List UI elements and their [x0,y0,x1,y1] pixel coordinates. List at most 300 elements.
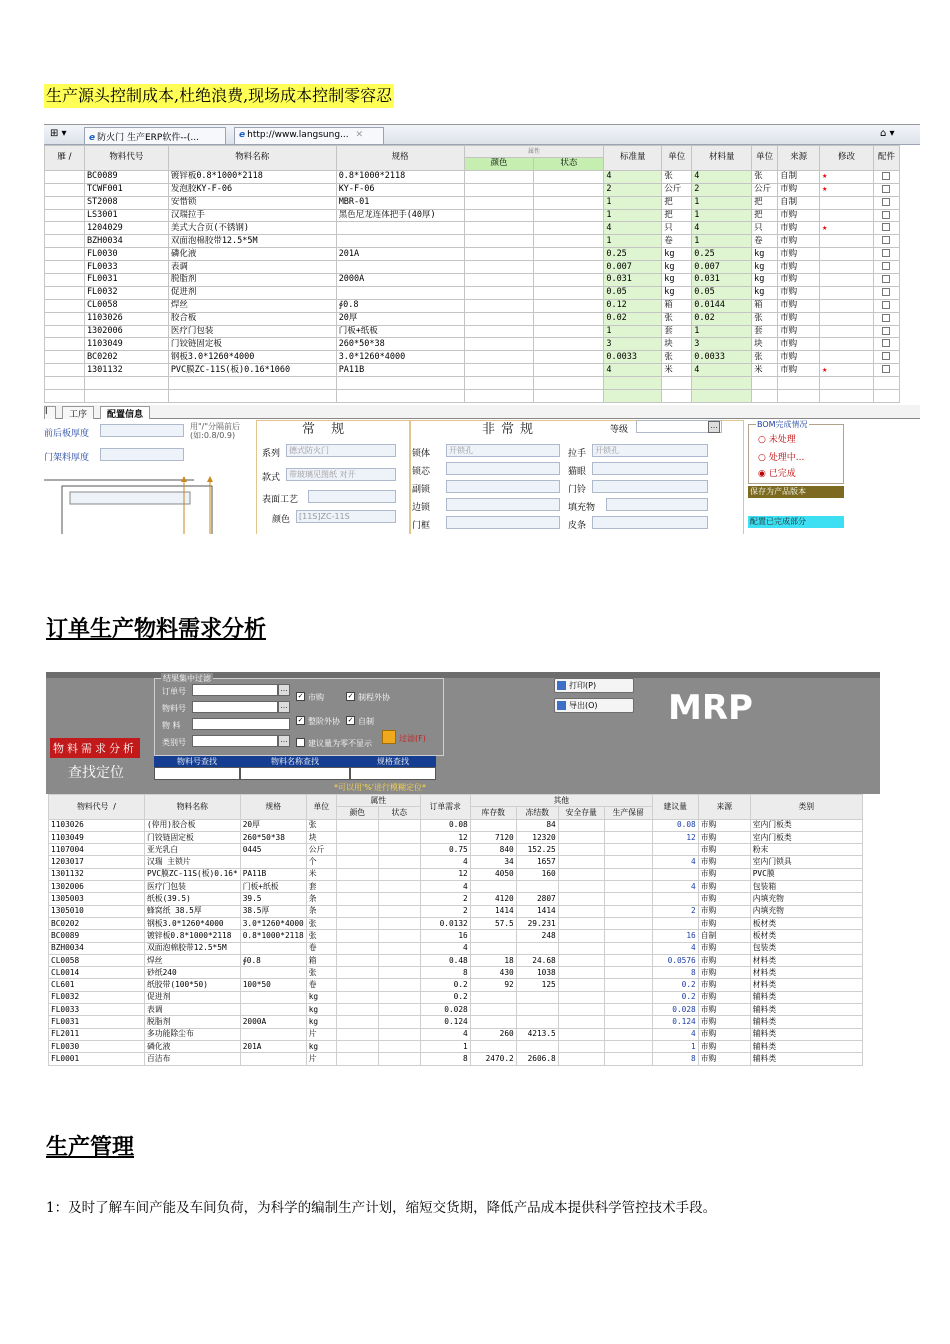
cell-safety[interactable] [558,991,604,1003]
config-checkbox[interactable] [882,185,890,193]
cell-code[interactable]: 1103049 [49,831,145,843]
config-checkbox[interactable] [882,236,890,244]
color-input[interactable]: [11S]ZC-11S [296,510,396,523]
cell-spec[interactable] [240,942,306,954]
cell-u1[interactable] [662,390,692,403]
cell-status[interactable] [378,868,420,880]
cell-prod-keep[interactable] [604,979,652,991]
cell-prod-keep[interactable] [604,942,652,954]
cell-u1[interactable]: 卷 [662,235,692,248]
cell-code[interactable]: 1204029 [84,222,168,235]
col2-order-need[interactable]: 订单需求 [420,795,470,820]
skin-input[interactable] [592,516,708,529]
cell-prod-keep[interactable] [604,991,652,1003]
cell-mod[interactable] [820,196,874,209]
cell-stock[interactable] [470,881,516,893]
cell-cfg[interactable] [873,261,899,274]
lock-body-input[interactable]: 开锁孔 [446,444,560,457]
config-checkbox[interactable] [882,301,890,309]
cell-stock[interactable] [470,1016,516,1028]
cell-color[interactable] [336,1053,378,1065]
cell-spec[interactable]: 0445 [240,844,306,856]
cell-name[interactable] [168,390,336,403]
cell-status[interactable] [378,831,420,843]
cell-mat[interactable]: 0.0033 [692,351,752,364]
cell-cfg[interactable] [873,299,899,312]
cell-src[interactable]: 市购 [778,274,820,287]
cell-color[interactable] [464,183,534,196]
config-checkbox[interactable] [882,365,890,373]
cell-need[interactable]: 0.2 [420,979,470,991]
cell-frozen[interactable]: 1657 [516,856,558,868]
series-input[interactable]: 德式防火门 [286,444,396,457]
cell-mod[interactable] [820,377,874,390]
cell-color[interactable] [464,351,534,364]
category-no-input[interactable] [192,735,278,747]
cell-color[interactable] [336,1004,378,1016]
cell-frozen[interactable]: 2606.8 [516,1053,558,1065]
cell-category[interactable]: 辅料类 [750,991,862,1003]
cell-prod-keep[interactable] [604,917,652,929]
table-row[interactable] [45,390,920,403]
cell-src[interactable]: 市购 [778,338,820,351]
cell-std[interactable]: 0.007 [604,261,662,274]
cell-safety[interactable] [558,1004,604,1016]
cell-seq[interactable] [45,364,85,377]
cell-unit[interactable]: 块 [306,831,336,843]
cell-suggest[interactable]: 4 [652,942,698,954]
cell-name[interactable]: 蜂窝纸 38.5厚 [145,905,241,917]
cell-seq[interactable] [45,286,85,299]
peephole-input[interactable] [592,462,708,475]
home-icon[interactable]: ⌂ ▾ [880,128,895,139]
cell-u2[interactable] [752,377,778,390]
cell-unit[interactable]: 条 [306,905,336,917]
cell-spec[interactable]: 3.0*1260*4000 [336,351,464,364]
cell-name[interactable]: 门铰链固定板 [145,831,241,843]
door-bell-input[interactable] [592,480,708,493]
cell-mod[interactable] [820,274,874,287]
cell-u1[interactable]: 米 [662,364,692,377]
cell-mat[interactable] [692,390,752,403]
cell-code[interactable]: CL0058 [84,299,168,312]
cell-spec[interactable]: 260*50*38 [336,338,464,351]
cell-u2[interactable]: kg [752,248,778,261]
col2-stock[interactable]: 库存数 [470,807,516,819]
cell-src[interactable] [778,390,820,403]
cell-safety[interactable] [558,979,604,991]
cell-name[interactable]: 磷化液 [145,1040,241,1052]
cell-src[interactable]: 市购 [778,248,820,261]
cell-status[interactable] [378,1004,420,1016]
cell-seq[interactable] [45,183,85,196]
cell-code[interactable]: BC0202 [49,917,145,929]
cell-cfg[interactable] [873,209,899,222]
cell-name[interactable]: 焊丝 [168,299,336,312]
cell-unit[interactable]: 片 [306,1028,336,1040]
cell-safety[interactable] [558,893,604,905]
cell-color[interactable] [464,377,534,390]
cell-color[interactable] [464,338,534,351]
cell-src[interactable]: 市购 [778,325,820,338]
cell-color[interactable] [464,390,534,403]
cell-stock[interactable] [470,819,516,831]
cell-src[interactable]: 市购 [778,209,820,222]
table-row[interactable] [45,183,920,196]
cell-status[interactable] [378,979,420,991]
cell-code[interactable]: TCWF001 [84,183,168,196]
cell-stock[interactable]: 34 [470,856,516,868]
cell-src[interactable]: 市购 [778,312,820,325]
cell-status[interactable] [534,312,604,325]
col2-frozen[interactable]: 冻结数 [516,807,558,819]
cell-color[interactable] [464,286,534,299]
cell-category[interactable]: 辅料类 [750,1016,862,1028]
check-stage-outsource[interactable]: ✓ [297,716,304,724]
style-input[interactable]: 带玻璃见图纸 对开 [286,468,396,481]
cell-stock[interactable] [470,1040,516,1052]
cell-code[interactable]: FL0031 [49,1016,145,1028]
cell-unit[interactable]: 箱 [306,954,336,966]
table-row[interactable] [49,868,863,880]
cell-spec[interactable]: 门板+纸板 [240,881,306,893]
cell-suggest[interactable]: 0.0576 [652,954,698,966]
cell-color[interactable] [464,261,534,274]
cell-name[interactable]: 钢板3.0*1260*4000 [145,917,241,929]
cell-std[interactable]: 0.05 [604,286,662,299]
cell-spec[interactable] [240,1004,306,1016]
cell-std[interactable]: 1 [604,325,662,338]
cell-cfg[interactable] [873,235,899,248]
cell-status[interactable] [378,844,420,856]
cell-frozen[interactable]: 152.25 [516,844,558,856]
cell-category[interactable]: 辅料类 [750,1053,862,1065]
table-row[interactable] [49,856,863,868]
cell-prod-keep[interactable] [604,1028,652,1040]
cell-std[interactable]: 0.031 [604,274,662,287]
check-process-outsource[interactable]: ✓ [347,692,354,700]
config-checkbox[interactable] [882,275,890,283]
cell-frozen[interactable]: 29.231 [516,917,558,929]
cell-seq[interactable] [45,248,85,261]
cell-mod[interactable] [820,286,874,299]
search-name-input[interactable] [240,767,350,780]
table-row[interactable] [49,819,863,831]
cell-src[interactable] [778,377,820,390]
grid-icon[interactable]: ⊞ ▾ [50,128,67,139]
cell-u2[interactable]: 把 [752,209,778,222]
cell-unit[interactable]: 卷 [306,979,336,991]
col-config[interactable]: 配件 [873,146,899,171]
cell-code[interactable]: CL601 [49,979,145,991]
cell-u1[interactable]: kg [662,248,692,261]
table-row[interactable] [45,312,920,325]
cell-frozen[interactable]: 12320 [516,831,558,843]
table-row[interactable] [45,351,920,364]
cell-spec[interactable]: 0.8*1000*2118 [240,930,306,942]
cell-suggest[interactable]: 1 [652,1040,698,1052]
table-row[interactable] [45,170,920,183]
cell-source[interactable]: 市购 [698,1004,750,1016]
config-checkbox[interactable] [882,339,890,347]
cell-src[interactable]: 市购 [778,235,820,248]
cell-suggest[interactable]: 0.028 [652,1004,698,1016]
config-checkbox[interactable] [882,288,890,296]
cell-unit[interactable]: 张 [306,917,336,929]
handle-input[interactable]: 开锁孔 [592,444,708,457]
cell-spec[interactable]: 2000A [336,274,464,287]
cell-unit[interactable]: 卷 [306,942,336,954]
filter-icon[interactable] [382,730,396,744]
col2-spec[interactable]: 规格 [240,795,306,820]
cell-need[interactable]: 0.124 [420,1016,470,1028]
cell-mat[interactable]: 1 [692,196,752,209]
cell-name[interactable]: 医疗门包装 [145,881,241,893]
cell-code[interactable]: 1305003 [49,893,145,905]
cell-spec[interactable]: PA11B [336,364,464,377]
cell-color[interactable] [464,325,534,338]
cell-code[interactable]: CL0058 [49,954,145,966]
cell-need[interactable]: 16 [420,930,470,942]
cell-suggest[interactable] [652,917,698,929]
cell-std[interactable]: 1 [604,196,662,209]
cell-code[interactable]: FL0001 [49,1053,145,1065]
cell-suggest[interactable] [652,868,698,880]
cell-name[interactable]: 焊丝 [145,954,241,966]
col-spec[interactable]: 规格 [336,146,464,171]
cell-safety[interactable] [558,819,604,831]
col-name[interactable]: 物料名称 [168,146,336,171]
cell-source[interactable]: 市购 [698,1053,750,1065]
cell-color[interactable] [336,917,378,929]
cell-source[interactable]: 市购 [698,819,750,831]
cell-name[interactable]: 磷化液 [168,248,336,261]
cell-need[interactable]: 4 [420,942,470,954]
cell-name[interactable]: 汉瑞 主锁片 [145,856,241,868]
cell-std[interactable]: 0.12 [604,299,662,312]
subtab-process[interactable]: 工序 [62,406,94,419]
cell-category[interactable]: 包装类 [750,942,862,954]
cell-source[interactable]: 市购 [698,905,750,917]
cell-name[interactable] [168,377,336,390]
cell-spec[interactable] [240,1053,306,1065]
cell-name[interactable]: 胶合板 [168,312,336,325]
cell-status[interactable] [534,183,604,196]
config-checkbox[interactable] [882,223,890,231]
cell-status[interactable] [534,390,604,403]
cell-color[interactable] [336,881,378,893]
cell-color[interactable] [336,979,378,991]
cell-mod[interactable]: ★ [820,183,874,196]
cell-cfg[interactable] [873,377,899,390]
cell-source[interactable]: 市购 [698,1028,750,1040]
cell-name[interactable]: 纸板(39.5) [145,893,241,905]
cell-prod-keep[interactable] [604,930,652,942]
cell-code[interactable]: BC0202 [84,351,168,364]
cell-mod[interactable] [820,312,874,325]
cell-need[interactable]: 4 [420,1028,470,1040]
cell-source[interactable]: 市购 [698,831,750,843]
cell-mod[interactable] [820,299,874,312]
cell-spec[interactable] [336,390,464,403]
cell-status[interactable] [534,286,604,299]
cell-color[interactable] [336,991,378,1003]
cell-cfg[interactable] [873,222,899,235]
cell-spec[interactable]: 100*50 [240,979,306,991]
cell-frozen[interactable] [516,1040,558,1052]
cell-std[interactable]: 4 [604,170,662,183]
cell-stock[interactable]: 92 [470,979,516,991]
cell-frozen[interactable] [516,1004,558,1016]
material-input[interactable] [192,718,290,730]
grade-dot-button[interactable]: … [708,421,720,433]
cell-spec[interactable]: 20厚 [336,312,464,325]
cell-safety[interactable] [558,930,604,942]
cell-frozen[interactable]: 2807 [516,893,558,905]
cell-cfg[interactable] [873,170,899,183]
cell-need[interactable]: 0.08 [420,819,470,831]
cell-suggest[interactable]: 12 [652,831,698,843]
cell-name[interactable]: 纸胶带(100*50) [145,979,241,991]
cell-color[interactable] [336,844,378,856]
cell-stock[interactable] [470,991,516,1003]
cell-status[interactable] [534,351,604,364]
cell-prod-keep[interactable] [604,831,652,843]
cell-source[interactable]: 市购 [698,1016,750,1028]
cell-safety[interactable] [558,831,604,843]
col-seq[interactable]: 雁 / [45,146,85,171]
cell-cfg[interactable] [873,274,899,287]
cell-code[interactable]: 1301132 [49,868,145,880]
cell-category[interactable]: 辅料类 [750,1004,862,1016]
cell-frozen[interactable]: 125 [516,979,558,991]
cell-color[interactable] [336,819,378,831]
front-back-thickness-input[interactable] [100,424,184,437]
cell-mat[interactable]: 0.0144 [692,299,752,312]
cell-unit[interactable]: 片 [306,1053,336,1065]
cell-spec[interactable] [336,377,464,390]
cell-name[interactable]: 汉瑞拉手 [168,209,336,222]
cell-source[interactable]: 市购 [698,942,750,954]
cell-status[interactable] [378,893,420,905]
cell-stock[interactable]: 18 [470,954,516,966]
cell-seq[interactable] [45,390,85,403]
cell-mod[interactable] [820,235,874,248]
cell-status[interactable] [534,170,604,183]
cell-frozen[interactable]: 24.68 [516,954,558,966]
browser-tab-url[interactable]: e http://www.langsung... ✕ [234,127,384,144]
cell-suggest[interactable]: 0.2 [652,991,698,1003]
col2-category[interactable]: 类别 [750,795,862,820]
col-std-qty[interactable]: 标准量 [604,146,662,171]
cell-u1[interactable]: 把 [662,209,692,222]
cell-stock[interactable]: 1414 [470,905,516,917]
cell-code[interactable] [84,377,168,390]
cell-need[interactable]: 4 [420,856,470,868]
cell-cfg[interactable] [873,351,899,364]
cell-status[interactable] [378,1016,420,1028]
cell-source[interactable]: 市购 [698,856,750,868]
table-row[interactable] [49,1053,863,1065]
cell-code[interactable]: 1305010 [49,905,145,917]
config-checkbox[interactable] [882,352,890,360]
cell-color[interactable] [464,248,534,261]
cell-u2[interactable]: 张 [752,170,778,183]
cell-std[interactable]: 1 [604,235,662,248]
cell-mat[interactable]: 0.05 [692,286,752,299]
cell-name[interactable]: PVC膜ZC-11S(板)0.16*1060 [168,364,336,377]
cell-code[interactable]: FL0033 [84,261,168,274]
table-row[interactable] [49,893,863,905]
order-no-dot-button[interactable]: … [278,684,290,696]
cell-u1[interactable]: 块 [662,338,692,351]
cell-seq[interactable] [45,170,85,183]
cell-code[interactable]: BZH0034 [84,235,168,248]
cell-std[interactable]: 2 [604,183,662,196]
cell-stock[interactable]: 57.5 [470,917,516,929]
cell-need[interactable]: 2 [420,893,470,905]
cell-code[interactable]: BC0089 [84,170,168,183]
cell-unit[interactable]: kg [306,1016,336,1028]
cell-color[interactable] [464,235,534,248]
cell-suggest[interactable]: 4 [652,1028,698,1040]
cell-frozen[interactable] [516,991,558,1003]
cell-spec[interactable] [240,856,306,868]
cell-suggest[interactable]: 0.2 [652,979,698,991]
cell-name[interactable]: (停用)胶合板 [145,819,241,831]
cell-category[interactable]: PVC膜 [750,868,862,880]
cell-source[interactable]: 市购 [698,881,750,893]
col2-color[interactable]: 颜色 [336,807,378,819]
cell-u2[interactable]: 张 [752,312,778,325]
cell-code[interactable]: 1302006 [84,325,168,338]
cell-unit[interactable]: 张 [306,819,336,831]
table-row[interactable] [49,831,863,843]
lock-core-input[interactable] [446,462,560,475]
cell-frozen[interactable] [516,881,558,893]
cell-spec[interactable]: 2000A [240,1016,306,1028]
table-row[interactable] [49,881,863,893]
cell-stock[interactable]: 4120 [470,893,516,905]
cell-src[interactable]: 市购 [778,299,820,312]
cell-spec[interactable]: 黑色尼龙连体把手(40厚) [336,209,464,222]
cell-unit[interactable]: 张 [306,930,336,942]
frame-thickness-input[interactable] [100,448,184,461]
config-checkbox[interactable] [882,327,890,335]
cell-name[interactable]: 安惜锁 [168,196,336,209]
cell-safety[interactable] [558,881,604,893]
cell-u2[interactable]: kg [752,286,778,299]
cell-name[interactable]: 镀锌板0.8*1000*2118 [168,170,336,183]
cell-status[interactable] [378,967,420,979]
cell-status[interactable] [378,856,420,868]
cell-std[interactable]: 3 [604,338,662,351]
cell-suggest[interactable]: 4 [652,881,698,893]
cell-code[interactable]: 1103026 [84,312,168,325]
cell-std[interactable] [604,390,662,403]
cell-name[interactable]: 促进剂 [145,991,241,1003]
cell-spec[interactable]: 20厚 [240,819,306,831]
cell-category[interactable]: 辅料类 [750,1040,862,1052]
table-row[interactable] [49,942,863,954]
save-version-button[interactable]: 保存为产品版本 [748,486,844,498]
cell-name[interactable]: 脱脂剂 [145,1016,241,1028]
table-row[interactable] [49,1040,863,1052]
cell-seq[interactable] [45,325,85,338]
cell-spec[interactable]: 0.8*1000*2118 [336,170,464,183]
cell-code[interactable]: FL0032 [49,991,145,1003]
cell-mod[interactable]: ★ [820,170,874,183]
